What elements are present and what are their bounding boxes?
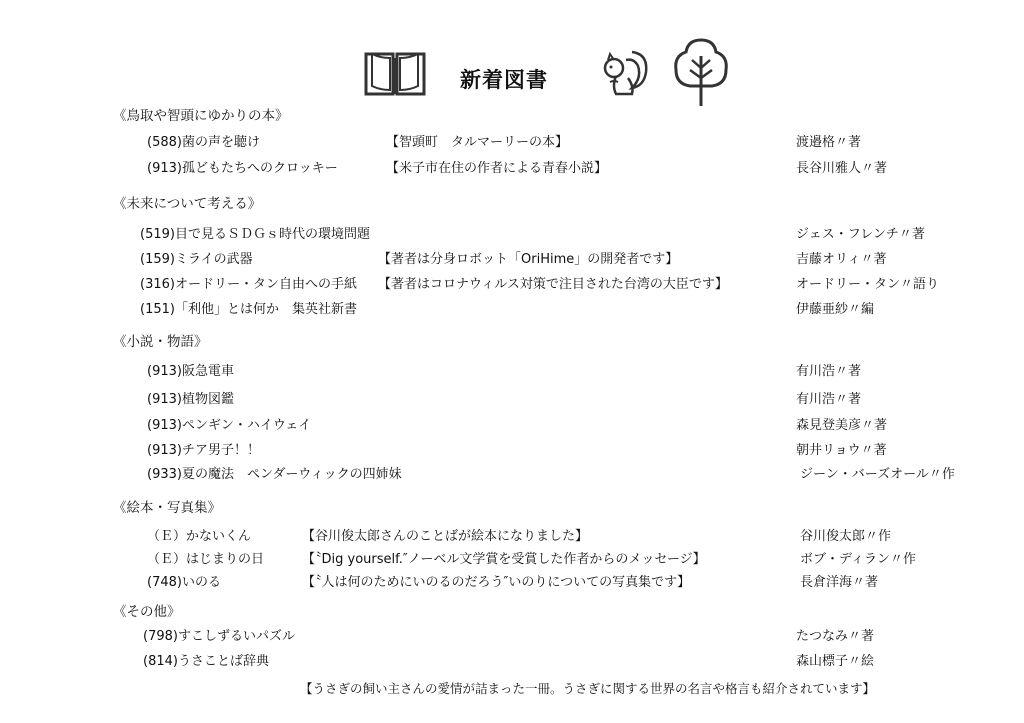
book-author: 朝井リョウ〃著 xyxy=(796,443,887,458)
header xyxy=(360,40,740,110)
squirrel-icon xyxy=(592,42,652,108)
book-author: ジーン・バーズオール〃作 xyxy=(800,467,955,482)
section-title: 《小説・物語》 xyxy=(113,334,208,350)
list-item xyxy=(0,273,1024,293)
list-item xyxy=(0,157,1024,177)
book-author: 吉藤オリィ〃著 xyxy=(796,252,887,267)
list-item xyxy=(0,650,1024,670)
footnote: 【うさぎの飼い主さんの愛情が詰まった一冊。うさぎに関する世界の名言や格言も紹介されています】 xyxy=(300,681,876,696)
book-author: 森山標子〃絵 xyxy=(796,654,875,669)
book-title: (814)うさことば辞典 xyxy=(143,654,269,669)
book-author: 伊藤亜紗〃編 xyxy=(796,302,875,317)
book-note: 【著者はコロナウィルス対策で注目された台湾の大臣です】 xyxy=(378,277,728,292)
list-item xyxy=(0,248,1024,268)
book-title: (913)孤どもたちへのクロッキー xyxy=(147,161,338,176)
book-icon xyxy=(362,48,428,104)
list-item xyxy=(0,548,1024,568)
list-item xyxy=(0,388,1024,408)
book-title: （Ｅ）はじまりの日 xyxy=(147,552,265,567)
book-title: (913)ペンギン・ハイウェイ xyxy=(147,418,312,433)
book-author: 有川浩〃著 xyxy=(796,392,862,407)
book-author: 有川浩〃著 xyxy=(796,364,862,379)
list-item xyxy=(0,414,1024,434)
list-item xyxy=(0,439,1024,459)
book-title: (748)いのる xyxy=(147,575,221,590)
book-author: 渡邉格〃著 xyxy=(796,135,862,150)
list-item xyxy=(0,360,1024,380)
list-item xyxy=(0,131,1024,151)
book-title: (913)阪急電車 xyxy=(147,364,234,379)
tree-icon xyxy=(670,36,732,112)
section-title: 《その他》 xyxy=(113,604,181,620)
page-title: 新着図書 xyxy=(460,68,548,92)
book-author: ジェス・フレンチ〃著 xyxy=(796,227,925,242)
book-title: (798)すこしずるいパズル xyxy=(143,629,295,644)
section-title: 《絵本・写真集》 xyxy=(113,500,221,516)
list-item xyxy=(0,525,1024,545)
book-author: 谷川俊太郎〃作 xyxy=(800,529,892,544)
book-title: （Ｅ）かないくん xyxy=(147,529,252,544)
book-title: (159)ミライの武器 xyxy=(140,252,253,267)
book-note: 【〝Dig yourself.″ノーベル文学賞を受賞した作者からのメッセージ】 xyxy=(302,552,706,567)
section-title: 《未来について考える》 xyxy=(113,196,262,212)
book-author: たつなみ〃著 xyxy=(796,629,875,644)
book-author: 長倉洋海〃著 xyxy=(800,575,879,590)
book-title: (933)夏の魔法 ペンダーウィックの四姉妹 xyxy=(147,467,402,482)
list-item xyxy=(0,571,1024,591)
book-note: 【谷川俊太郎さんのことばが絵本になりました】 xyxy=(302,529,589,544)
book-author: オードリー・タン〃語り xyxy=(796,277,940,292)
book-title: (588)菌の声を聴け xyxy=(147,135,260,150)
book-title: (151)「利他」とは何か 集英社新書 xyxy=(140,302,357,317)
book-note: 【智頭町 タルマーリーの本】 xyxy=(386,135,569,150)
list-item xyxy=(0,463,1024,483)
book-title: (913)チア男子！！ xyxy=(147,443,260,458)
book-author: 長谷川雅人〃著 xyxy=(796,161,888,176)
book-title: (316)オードリー・タン自由への手紙 xyxy=(140,277,357,292)
book-author: 森見登美彦〃著 xyxy=(796,418,888,433)
list-item xyxy=(0,298,1024,318)
list-item xyxy=(0,223,1024,243)
book-author: ボブ・ディラン〃作 xyxy=(800,552,916,567)
book-note: 【米子市在住の作者による青春小説】 xyxy=(386,161,608,176)
book-title: (913)植物図鑑 xyxy=(147,392,234,407)
list-item xyxy=(0,625,1024,645)
book-note: 【著者は分身ロボット「OriHime」の開発者です】 xyxy=(378,252,679,267)
book-note: 【〝人は何のためにいのるのだろう″いのりについての写真集です】 xyxy=(302,575,691,590)
book-title: (519)目で見るＳＤＧｓ時代の環境問題 xyxy=(140,227,370,242)
section-title: 《鳥取や智頭にゆかりの本》 xyxy=(113,108,289,124)
